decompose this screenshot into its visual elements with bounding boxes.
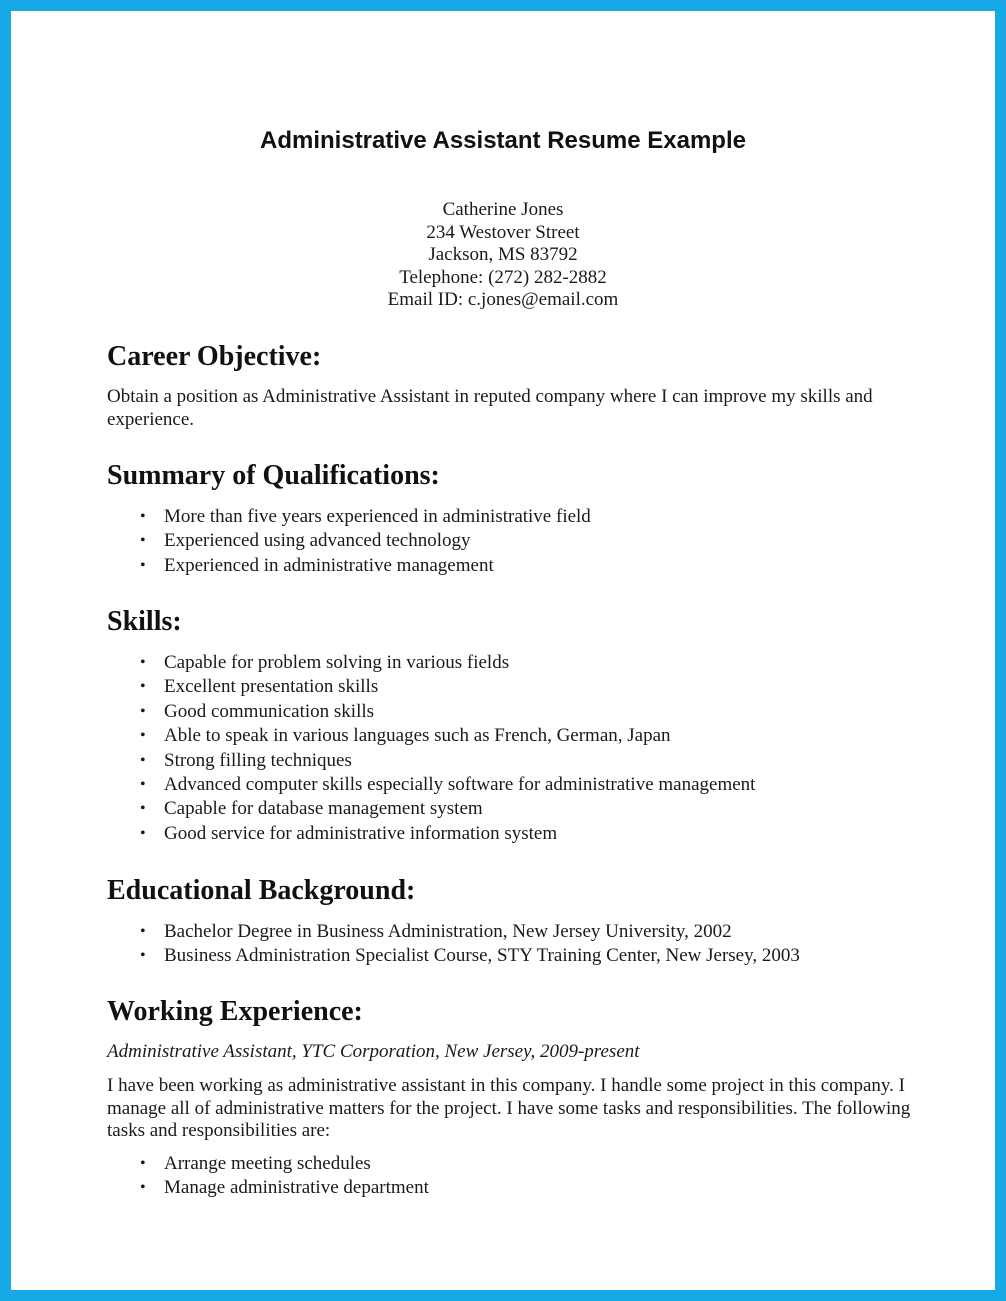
education-heading: Educational Background: [107, 875, 416, 906]
list-item [107, 1152, 429, 1176]
bullet-icon: • [140, 532, 146, 550]
list-item-text: Experienced using advanced technology [164, 530, 471, 552]
bullet-icon: • [140, 1179, 146, 1197]
list-item [107, 651, 755, 675]
bullet-icon: • [140, 508, 146, 525]
list-item-text: Capable for database management system [164, 798, 483, 820]
education-list [107, 920, 800, 969]
contact-block [11, 199, 995, 312]
bullet-icon: • [140, 800, 146, 818]
bullet-icon: • [140, 727, 146, 745]
qualifications-heading: Summary of Qualifications: [107, 460, 440, 491]
bullet-icon: • [140, 654, 146, 671]
skills-heading: Skills: [107, 606, 182, 637]
bullet-icon: • [140, 923, 146, 940]
list-item-text: Arrange meeting schedules [164, 1153, 371, 1174]
list-item-text: More than five years experienced in administrative field [164, 506, 591, 527]
contact-name: Catherine Jones [442, 199, 564, 220]
list-item [107, 822, 755, 846]
bullet-icon: • [140, 824, 146, 842]
list-item [107, 554, 591, 578]
bullet-icon: • [140, 751, 146, 769]
list-item [107, 724, 755, 748]
contact-street: 234 Westover Street [426, 221, 580, 243]
list-item-text: Excellent presentation skills [164, 676, 379, 698]
list-item [107, 773, 755, 797]
document-title: Administrative Assistant Resume Example [260, 127, 746, 154]
list-item [107, 749, 755, 773]
list-item [107, 529, 591, 553]
career-objective-heading: Career Objective: [107, 341, 322, 372]
bullet-icon: • [140, 947, 146, 965]
experience-position: Administrative Assistant, YTC Corporation, New Jersey, 2009-present [107, 1041, 640, 1062]
list-item [107, 505, 591, 529]
qualifications-list [107, 505, 591, 578]
career-objective-text: Obtain a position as Administrative Assistant in reputed company where I can improve my skills and experience. [107, 386, 873, 430]
list-item-text: Manage administrative department [164, 1177, 429, 1199]
list-item [107, 920, 800, 944]
list-item-text: Capable for problem solving in various fields [164, 652, 510, 673]
list-item [107, 675, 755, 699]
experience-description: I have been working as administrative assistant in this company. I handle some project in this company. I manage all of administrative matters for the project. I have some tasks and responsibilities. The following tasks and responsibilities are: [107, 1075, 911, 1141]
list-item-text: Bachelor Degree in Business Administration, New Jersey University, 2002 [164, 921, 732, 942]
bullet-icon: • [140, 1155, 146, 1172]
contact-city: Jackson, MS 83792 [428, 244, 578, 266]
experience-tasks-list [107, 1152, 429, 1201]
contact-email: Email ID: c.jones@email.com [387, 289, 619, 311]
bullet-icon: • [140, 775, 146, 793]
contact-telephone: Telephone: (272) 282-2882 [399, 266, 607, 288]
bullet-icon: • [140, 702, 146, 720]
list-item [107, 700, 755, 724]
list-item-text: Experienced in administrative management [164, 554, 494, 576]
list-item-text: Able to speak in various languages such as French, German, Japan [164, 725, 671, 747]
list-item-text: Good communication skills [164, 700, 375, 722]
list-item-text: Advanced computer skills especially software for administrative management [164, 773, 756, 795]
list-item-text: Strong filling techniques [164, 749, 352, 771]
list-item [107, 944, 800, 968]
list-item-text: Business Administration Specialist Course, STY Training Center, New Jersey, 2003 [164, 945, 800, 967]
list-item-text: Good service for administrative information system [164, 822, 558, 844]
skills-list [107, 651, 755, 846]
list-item [107, 797, 755, 821]
bullet-icon: • [140, 556, 146, 574]
bullet-icon: • [140, 678, 146, 696]
list-item [107, 1176, 429, 1200]
experience-heading: Working Experience: [107, 996, 363, 1027]
